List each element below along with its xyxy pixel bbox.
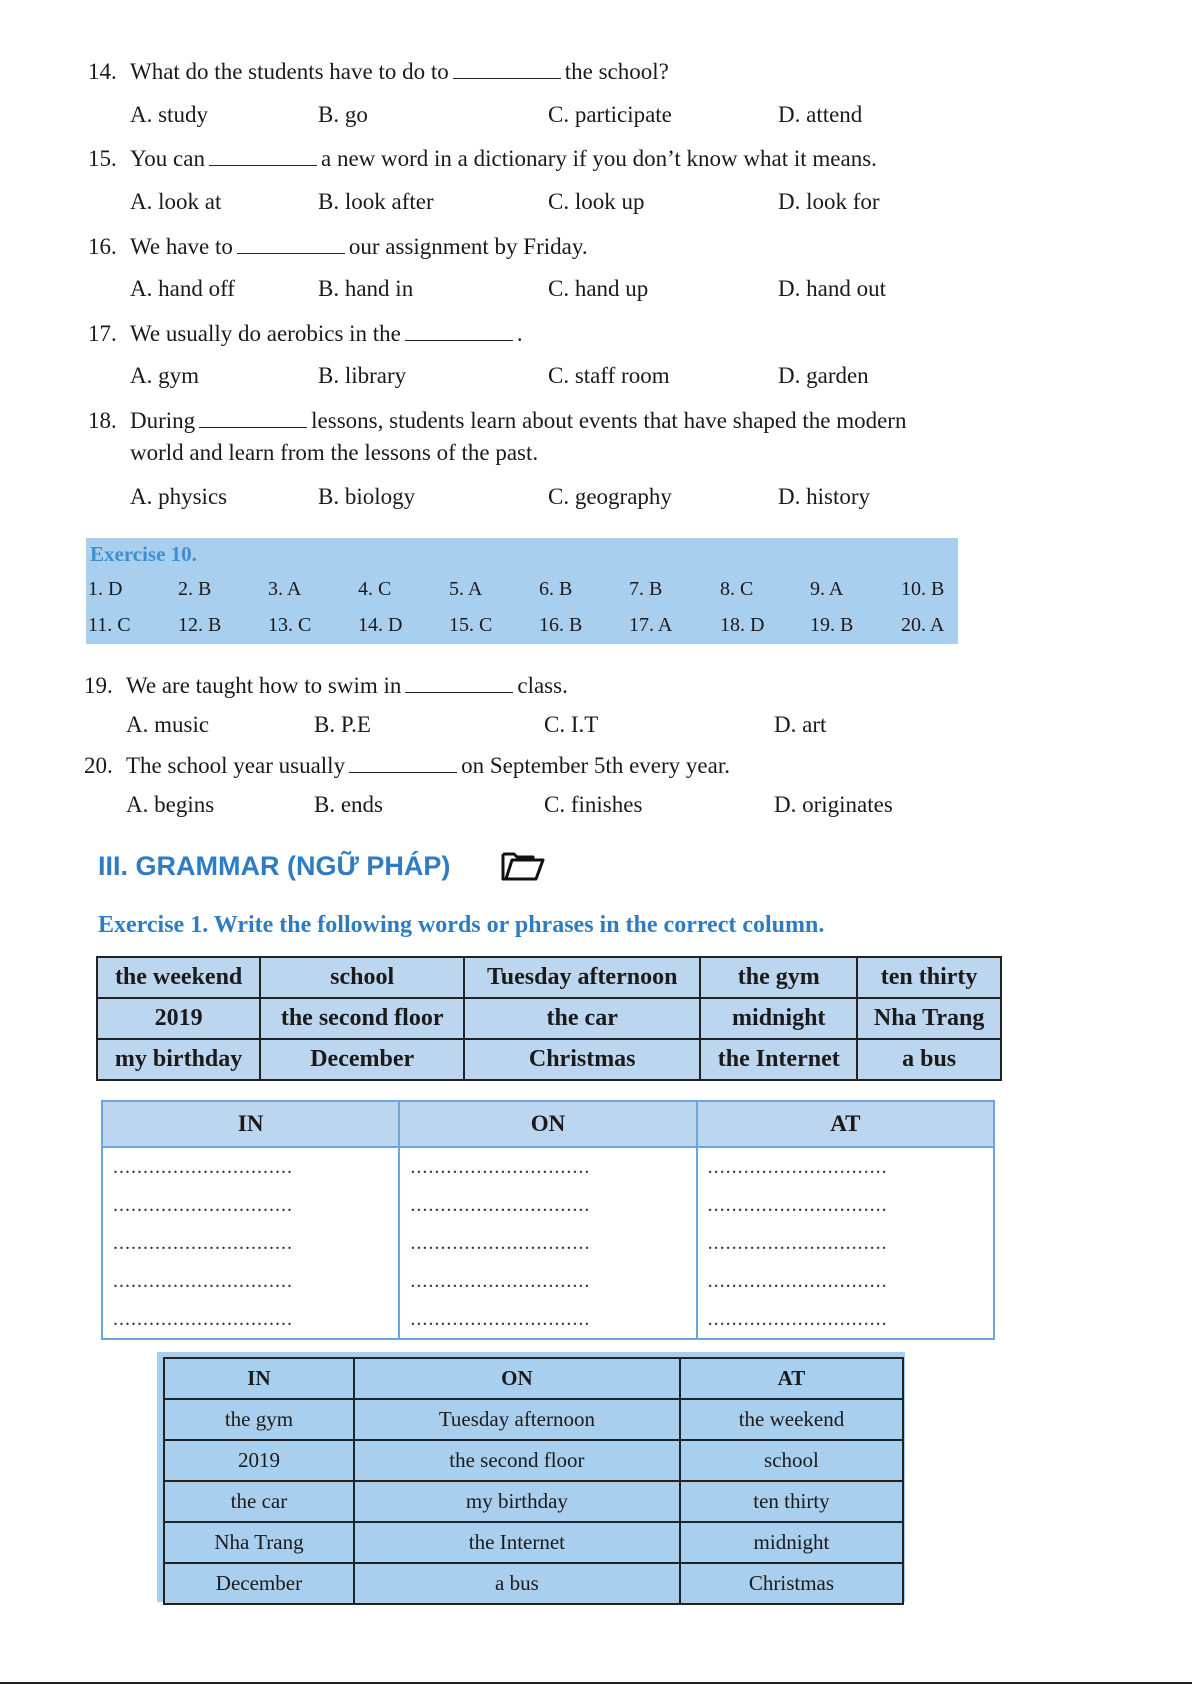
option-d[interactable]: D. originates <box>774 792 893 817</box>
answer-item: 14. D <box>358 614 403 636</box>
option-c[interactable]: C. participate <box>548 102 672 127</box>
key-cell: Tuesday afternoon <box>354 1399 680 1440</box>
word-cell: 2019 <box>97 998 260 1039</box>
word-cell: the weekend <box>97 957 260 998</box>
option-c[interactable]: C. I.T <box>544 712 599 737</box>
option-d[interactable]: D. garden <box>778 363 869 388</box>
column-header-at: AT <box>680 1358 903 1399</box>
key-cell: Nha Trang <box>164 1522 354 1563</box>
answer-key-grid <box>163 1357 904 1605</box>
answer-item: 12. B <box>178 614 222 636</box>
answer-blank[interactable] <box>199 405 307 428</box>
option-c[interactable]: C. hand up <box>548 276 649 301</box>
answer-item: 5. A <box>449 578 483 600</box>
option-a[interactable]: A. music <box>126 712 210 737</box>
answer-blank-line[interactable]: .............................. <box>102 1262 399 1300</box>
key-cell: a bus <box>354 1563 680 1604</box>
answer-blank-line[interactable]: .............................. <box>399 1224 696 1262</box>
option-a[interactable]: A. begins <box>126 792 215 817</box>
key-cell: the Internet <box>354 1522 680 1563</box>
option-d[interactable]: D. look for <box>778 189 880 214</box>
question-17: 17. We usually do aerobics in the . <box>88 318 523 349</box>
option-a[interactable]: A. hand off <box>130 276 235 301</box>
option-d[interactable]: D. art <box>774 712 827 737</box>
option-b[interactable]: B. go <box>318 102 368 127</box>
table-row <box>102 1186 994 1224</box>
column-header-in: IN <box>102 1101 399 1147</box>
key-cell: Christmas <box>680 1563 903 1604</box>
answer-item: 17. A <box>629 614 673 636</box>
exercise-title: Exercise 1. Write the following words or phrases in the correct column. <box>98 912 825 938</box>
key-cell: ten thirty <box>680 1481 903 1522</box>
option-c[interactable]: C. look up <box>548 189 645 214</box>
word-cell: school <box>260 957 464 998</box>
table-row <box>102 1147 994 1186</box>
option-b[interactable]: B. look after <box>318 189 434 214</box>
column-header-in: IN <box>164 1358 354 1399</box>
option-a[interactable]: A. gym <box>130 363 199 388</box>
section-title: III. GRAMMAR (NGỮ PHÁP) <box>98 851 451 881</box>
table-header-row <box>102 1101 994 1147</box>
word-table <box>96 956 1002 1081</box>
table-row <box>97 1039 1001 1080</box>
option-c[interactable]: C. staff room <box>548 363 670 388</box>
key-cell: December <box>164 1563 354 1604</box>
answer-item: 4. C <box>358 578 392 600</box>
answer-item: 15. C <box>449 614 493 636</box>
answer-blank-line[interactable]: .............................. <box>697 1262 994 1300</box>
word-cell: the gym <box>700 957 857 998</box>
answer-blank[interactable] <box>349 750 457 773</box>
answer-blank[interactable] <box>405 670 513 693</box>
answer-key-title: Exercise 10. <box>90 542 197 566</box>
answer-grid <box>101 1100 995 1340</box>
answer-blank[interactable] <box>405 318 513 341</box>
answer-blank[interactable] <box>453 56 561 79</box>
table-row <box>97 957 1001 998</box>
answer-blank-line[interactable]: .............................. <box>697 1300 994 1339</box>
answer-blank-line[interactable]: .............................. <box>399 1262 696 1300</box>
table-header-row <box>164 1358 903 1399</box>
answer-blank[interactable] <box>237 231 345 254</box>
answer-item: 13. C <box>268 614 312 636</box>
question-20: 20. The school year usually on September 5th every year. <box>84 750 730 781</box>
page-bottom-rule <box>0 1682 1192 1684</box>
answer-item: 9. A <box>810 578 844 600</box>
table-row <box>97 998 1001 1039</box>
answer-blank[interactable] <box>209 143 317 166</box>
table-row <box>102 1262 994 1300</box>
word-cell: the car <box>464 998 700 1039</box>
option-d[interactable]: D. attend <box>778 102 863 127</box>
answer-blank-line[interactable]: .............................. <box>399 1186 696 1224</box>
table-row <box>164 1399 903 1440</box>
question-18: 18. During lessons, students learn about events that have shaped the modern <box>88 405 906 436</box>
table-row <box>164 1440 903 1481</box>
key-cell: the weekend <box>680 1399 903 1440</box>
answer-blank-line[interactable]: .............................. <box>102 1224 399 1262</box>
option-d[interactable]: D. history <box>778 484 870 509</box>
answer-item: 8. C <box>720 578 754 600</box>
key-cell: the second floor <box>354 1440 680 1481</box>
answer-blank-line[interactable]: .............................. <box>399 1300 696 1339</box>
option-c[interactable]: C. finishes <box>544 792 643 817</box>
question-14: 14. What do the students have to do to the school? <box>88 56 669 87</box>
answer-item: 11. C <box>88 614 131 636</box>
answer-item: 6. B <box>539 578 573 600</box>
answer-item: 20. A <box>901 614 945 636</box>
answer-blank-line[interactable]: .............................. <box>102 1147 399 1186</box>
answer-item: 7. B <box>629 578 663 600</box>
key-cell: 2019 <box>164 1440 354 1481</box>
option-b[interactable]: B. library <box>318 363 407 388</box>
key-cell: my birthday <box>354 1481 680 1522</box>
table-row <box>164 1563 903 1604</box>
table-row <box>164 1481 903 1522</box>
question-19: 19. We are taught how to swim in class. <box>84 670 568 701</box>
answer-blank-line[interactable]: .............................. <box>697 1224 994 1262</box>
answer-item: 10. B <box>901 578 945 600</box>
question-16: 16. We have to our assignment by Friday. <box>88 231 588 262</box>
word-cell: Nha Trang <box>857 998 1001 1039</box>
column-header-at: AT <box>697 1101 994 1147</box>
word-cell: Tuesday afternoon <box>464 957 700 998</box>
answer-blank-line[interactable]: .............................. <box>102 1300 399 1339</box>
option-d[interactable]: D. hand out <box>778 276 886 301</box>
option-b[interactable]: B. P.E <box>314 712 371 737</box>
column-header-on: ON <box>399 1101 696 1147</box>
key-cell: the gym <box>164 1399 354 1440</box>
key-cell: school <box>680 1440 903 1481</box>
option-b[interactable]: B. hand in <box>318 276 414 301</box>
word-cell: December <box>260 1039 464 1080</box>
option-b[interactable]: B. biology <box>318 484 416 509</box>
column-header-on: ON <box>354 1358 680 1399</box>
option-c[interactable]: C. geography <box>548 484 672 509</box>
word-cell: midnight <box>700 998 857 1039</box>
option-a[interactable]: A. look at <box>130 189 222 214</box>
answer-item: 16. B <box>539 614 583 636</box>
word-cell: Christmas <box>464 1039 700 1080</box>
answer-blank-line[interactable]: .............................. <box>102 1186 399 1224</box>
option-a[interactable]: A. physics <box>130 484 228 509</box>
key-cell: the car <box>164 1481 354 1522</box>
table-row <box>102 1224 994 1262</box>
table-row <box>164 1522 903 1563</box>
answer-item: 3. A <box>268 578 302 600</box>
word-cell: my birthday <box>97 1039 260 1080</box>
option-a[interactable]: A. study <box>130 102 208 127</box>
word-cell: the second floor <box>260 998 464 1039</box>
question-18-continuation: world and learn from the lessons of the past. <box>130 440 539 465</box>
answer-blank-line[interactable]: .............................. <box>697 1186 994 1224</box>
word-cell: ten thirty <box>857 957 1001 998</box>
answer-item: 18. D <box>720 614 765 636</box>
answer-item: 1. D <box>88 578 123 600</box>
answer-blank-line[interactable]: .............................. <box>697 1147 994 1186</box>
word-cell: a bus <box>857 1039 1001 1080</box>
answer-item: 19. B <box>810 614 854 636</box>
answer-item: 2. B <box>178 578 212 600</box>
folder-icon <box>500 848 546 884</box>
key-cell: midnight <box>680 1522 903 1563</box>
answer-key-box <box>86 538 958 644</box>
table-row <box>102 1300 994 1339</box>
option-b[interactable]: B. ends <box>314 792 383 817</box>
answer-blank-line[interactable]: .............................. <box>399 1147 696 1186</box>
word-cell: the Internet <box>700 1039 857 1080</box>
question-15: 15. You can a new word in a dictionary if you don’t know what it means. <box>88 143 877 174</box>
